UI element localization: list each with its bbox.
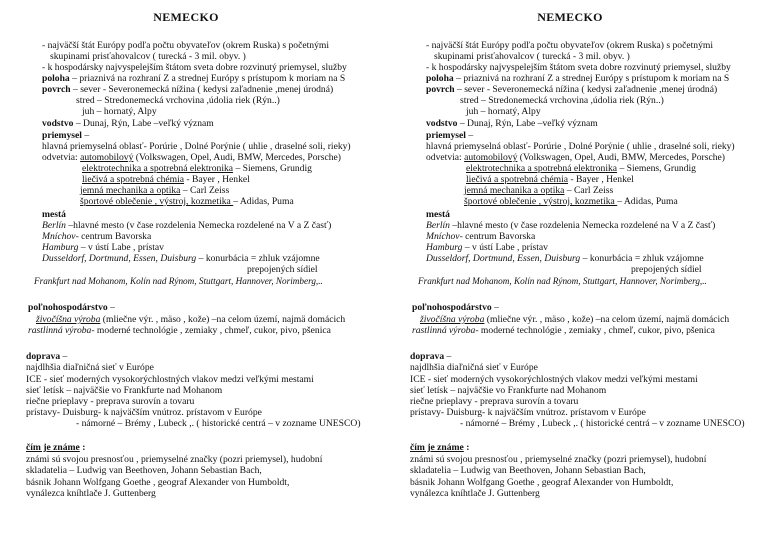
branch-label: odvetvia: — [426, 152, 465, 163]
agriculture-type: rastlinná výroba — [412, 325, 476, 336]
branch-label: odvetvia: — [42, 152, 81, 163]
branch-examples: - Bayer , Henkel — [568, 174, 634, 185]
city-note: –hlavné mesto (v čase rozdelenia Nemecka rozdelené na V a Z časť) — [65, 220, 332, 231]
intro-line: - k hospodársky najvyspelejším štátom sveta dobre rozvinutý priemysel, služby — [42, 62, 347, 73]
agriculture-heading-line — [28, 302, 115, 313]
intro-line: skupinami prisťahovalcov ( turecká - 3 mil. obyv. ) — [434, 51, 630, 62]
section-text: – — [491, 302, 499, 313]
water-line — [426, 118, 598, 129]
transport-line: ICE - sieť moderných vysokorýchlostných vlakov medzi veľkými mestami — [26, 374, 314, 385]
surface-line — [42, 84, 333, 95]
agriculture-line — [412, 325, 715, 336]
branch-examples: (Volkswagen, Opel, Audi, BMW, Mercedes, Porsche) — [133, 152, 341, 163]
page-title: NEMECKO — [153, 10, 219, 24]
agriculture-note: (mliečne výr. , mäso , kože) –na celom území, najmä domácich — [100, 314, 346, 325]
transport-line: - námorné – Brémy , Lubeck ,. ( historické centrá – v zozname UNESCO) — [460, 418, 745, 429]
city-line: prepojených sídiel — [631, 264, 702, 275]
transport-line: prístavy- Duisburg- k najväčším vnútroz. prístavom v Európe — [26, 407, 262, 418]
branch-name: automobilový — [80, 152, 134, 163]
agriculture-line — [420, 314, 729, 325]
intro-line: skupinami prisťahovalcov ( turecká - 3 mil. obyv. ) — [50, 51, 246, 62]
section-heading: priemysel — [426, 130, 466, 141]
section-text: – — [465, 130, 474, 141]
section-heading: doprava — [410, 351, 445, 362]
surface-line: stred – Stredonemecká vrchovina ,údolia riek (Rýn..) — [76, 95, 280, 106]
city-note: – v ústí Labe , prístav — [78, 242, 164, 253]
section-text: – priaznivá na rozhraní Z a strednej Európy s prístupom k moriam na S — [453, 73, 730, 84]
water-line — [42, 118, 214, 129]
city-name: Berlín — [426, 220, 450, 231]
branch-name: automobilový — [464, 152, 518, 163]
city-name: Mníchov — [42, 231, 76, 242]
surface-line: juh – hornatý, Alpy — [466, 106, 541, 117]
city-line — [42, 242, 164, 253]
city-note: –hlavné mesto (v čase rozdelenia Nemecka rozdelené na V a Z časť) — [449, 220, 716, 231]
section-heading: povrch — [42, 84, 71, 95]
agriculture-line — [36, 314, 345, 325]
branch-examples: – Carl Zeiss — [180, 185, 230, 196]
intro-line: - najväčší štát Európy podľa počtu obyvateľov (okrem Ruska) s početnými — [42, 40, 330, 51]
city-line — [42, 253, 320, 264]
city-line — [426, 253, 704, 264]
transport-line: najdlhšia diaľničná sieť v Európe — [26, 362, 154, 373]
agriculture-type: rastlinná výroba — [28, 325, 92, 336]
branch-examples: - Bayer , Henkel — [184, 174, 250, 185]
known-for-heading-line — [410, 442, 469, 453]
industry-branch-line — [80, 185, 229, 196]
agriculture-line — [28, 325, 331, 336]
section-text: – — [81, 130, 90, 141]
branch-examples: – Adidas, Puma — [617, 196, 678, 207]
industry-branch-line — [82, 174, 250, 185]
surface-line: juh – hornatý, Alpy — [82, 106, 157, 117]
city-list-line: Frankfurt nad Mohanom, Kolín nad Rýnom, Stuttgart, Hannover, Norimberg,.. — [34, 276, 323, 286]
city-line — [42, 220, 331, 231]
transport-heading-line — [26, 351, 67, 362]
city-name: Hamburg — [42, 242, 79, 253]
transport-line: - námorné – Brémy , Lubeck ,. ( historické centrá – v zozname UNESCO) — [76, 418, 361, 429]
transport-heading-line — [410, 351, 451, 362]
transport-line: prístavy- Duisburg- k najväčším vnútroz. prístavom v Európe — [410, 407, 646, 418]
location-line — [42, 73, 345, 84]
transport-line: riečne prieplavy - preprava surovín a tovaru — [410, 396, 579, 407]
known-for-line: vynálezca kníhtlače J. Guttenberg — [26, 488, 156, 499]
section-text: – — [60, 351, 68, 362]
surface-line — [426, 84, 717, 95]
known-for-line: skladatelia – Ludwig van Beethoven, Johann Sebastian Bach, — [26, 465, 262, 476]
branch-name: liečivá a spotrebná chémia — [466, 174, 569, 185]
city-name: Berlín — [42, 220, 66, 231]
city-note: – konurbácia = zhluk vzájomne — [580, 253, 704, 264]
industry-line: hlavná priemyselná oblasť- Porúrie , Dolné Porýnie ( uhlie , draselné soli, rieky) — [426, 141, 735, 152]
agriculture-type: živočíšna výroba — [420, 314, 485, 325]
industry-branch-line — [464, 185, 613, 196]
section-heading: čím je známe — [26, 442, 80, 453]
industry-branch-line — [42, 152, 341, 163]
cities-heading-line — [42, 209, 66, 220]
transport-line: riečne prieplavy - preprava surovín a tovaru — [26, 396, 195, 407]
branch-name: elektrotechnika a spotrebná elektronika — [466, 163, 618, 174]
section-heading: povrch — [426, 84, 455, 95]
section-heading: mestá — [426, 209, 450, 220]
city-line — [42, 231, 151, 242]
section-heading: čím je známe — [410, 442, 464, 453]
city-line — [426, 220, 715, 231]
section-heading: vodstvo — [42, 118, 74, 129]
branch-name: elektrotechnika a spotrebná elektronika — [82, 163, 234, 174]
city-note: - centrum Bavorska — [75, 231, 152, 242]
industry-branch-line — [80, 196, 294, 207]
city-note: – konurbácia = zhluk vzájomne — [196, 253, 320, 264]
branch-examples: – Carl Zeiss — [564, 185, 614, 196]
section-text: – Dunaj, Rýn, Labe –veľký význam — [457, 118, 598, 129]
city-line — [426, 231, 535, 242]
city-list-line: Frankfurt nad Mohanom, Kolín nad Rýnom, Stuttgart, Hannover, Norimberg,.. — [418, 276, 707, 286]
section-text: – — [107, 302, 115, 313]
section-heading: vodstvo — [426, 118, 458, 129]
agriculture-note: - moderné technológie , zemiaky , chmeľ, cukor, pivo, pšenica — [91, 325, 331, 336]
industry-branch-line — [466, 174, 634, 185]
transport-line: sieť letísk – najväčšie vo Frankfurte nad Mohanom — [26, 385, 223, 396]
section-heading: poloha — [426, 73, 454, 84]
transport-line: sieť letísk – najväčšie vo Frankfurte nad Mohanom — [410, 385, 607, 396]
agriculture-type: živočíšna výroba — [36, 314, 101, 325]
section-heading: poľnohospodárstvo — [412, 302, 492, 313]
industry-branch-line — [82, 163, 312, 174]
branch-name: športové oblečenie , výstroj, kozmetika — [80, 196, 234, 207]
branch-name: športové oblečenie , výstroj, kozmetika — [464, 196, 618, 207]
city-name: Hamburg — [426, 242, 463, 253]
known-for-line: básnik Johann Wolfgang Goethe , geograf Alexander von Humboldt, — [26, 477, 290, 488]
industry-branch-line — [466, 163, 696, 174]
city-line — [426, 242, 548, 253]
industry-heading-line — [426, 130, 473, 141]
industry-heading-line — [42, 130, 89, 141]
agriculture-note: - moderné technológie , zemiaky , chmeľ, cukor, pivo, pšenica — [475, 325, 715, 336]
section-heading: doprava — [26, 351, 61, 362]
city-note: - centrum Bavorska — [459, 231, 536, 242]
city-name: Dusseldorf, Dortmund, Essen, Duisburg — [426, 253, 581, 264]
surface-line: stred – Stredonemecká vrchovina ,údolia riek (Rýn..) — [460, 95, 664, 106]
left-page-column — [0, 0, 372, 543]
branch-examples: (Volkswagen, Opel, Audi, BMW, Mercedes, Porsche) — [517, 152, 725, 163]
branch-name: liečivá a spotrebná chémia — [82, 174, 185, 185]
known-for-line: skladatelia – Ludwig van Beethoven, Johann Sebastian Bach, — [410, 465, 646, 476]
intro-line: - k hospodársky najvyspelejším štátom sveta dobre rozvinutý priemysel, služby — [426, 62, 731, 73]
section-heading: mestá — [42, 209, 66, 220]
cities-heading-line — [426, 209, 450, 220]
city-name: Mníchov — [426, 231, 460, 242]
known-for-line: známi sú svojou presnosťou , priemyselné značky (pozri priemysel), hudobní — [410, 454, 707, 465]
intro-line: - najväčší štát Európy podľa počtu obyvateľov (okrem Ruska) s početnými — [426, 40, 714, 51]
city-name: Dusseldorf, Dortmund, Essen, Duisburg — [42, 253, 197, 264]
right-page-column — [384, 0, 756, 543]
page-title: NEMECKO — [537, 10, 603, 24]
section-text: – sever - Severonemecká nížina ( kedysi zaľadnenie ,menej úrodná) — [70, 84, 334, 95]
branch-examples: – Adidas, Puma — [233, 196, 294, 207]
section-text: : — [463, 442, 470, 453]
section-heading: poľnohospodárstvo — [28, 302, 108, 313]
location-line — [426, 73, 729, 84]
known-for-line: známi sú svojou presnosťou , priemyselné značky (pozri priemysel), hudobní — [26, 454, 323, 465]
branch-name: jemná mechanika a optika — [80, 185, 181, 196]
section-heading: poloha — [42, 73, 70, 84]
section-text: – sever - Severonemecká nížina ( kedysi zaľadnenie ,menej úrodná) — [454, 84, 718, 95]
branch-name: jemná mechanika a optika — [464, 185, 565, 196]
section-text: – priaznivá na rozhraní Z a strednej Európy s prístupom k moriam na S — [69, 73, 346, 84]
agriculture-heading-line — [412, 302, 499, 313]
city-line: prepojených sídiel — [247, 264, 318, 275]
transport-line: ICE - sieť moderných vysokorýchlostných vlakov medzi veľkými mestami — [410, 374, 698, 385]
section-text: – — [444, 351, 452, 362]
known-for-line: básnik Johann Wolfgang Goethe , geograf Alexander von Humboldt, — [410, 477, 674, 488]
branch-examples: – Siemens, Grundig — [233, 163, 312, 174]
industry-branch-line — [464, 196, 678, 207]
section-text: – Dunaj, Rýn, Labe –veľký význam — [73, 118, 214, 129]
transport-line: najdlhšia diaľničná sieť v Európe — [410, 362, 538, 373]
branch-examples: – Siemens, Grundig — [617, 163, 696, 174]
section-text: : — [79, 442, 86, 453]
known-for-line: vynálezca kníhtlače J. Guttenberg — [410, 488, 540, 499]
known-for-heading-line — [26, 442, 85, 453]
industry-line: hlavná priemyselná oblasť- Porúrie , Dolné Porýnie ( uhlie , draselné soli, rieky) — [42, 141, 351, 152]
agriculture-note: (mliečne výr. , mäso , kože) –na celom území, najmä domácich — [484, 314, 730, 325]
industry-branch-line — [426, 152, 725, 163]
section-heading: priemysel — [42, 130, 82, 141]
city-note: – v ústí Labe , prístav — [462, 242, 548, 253]
